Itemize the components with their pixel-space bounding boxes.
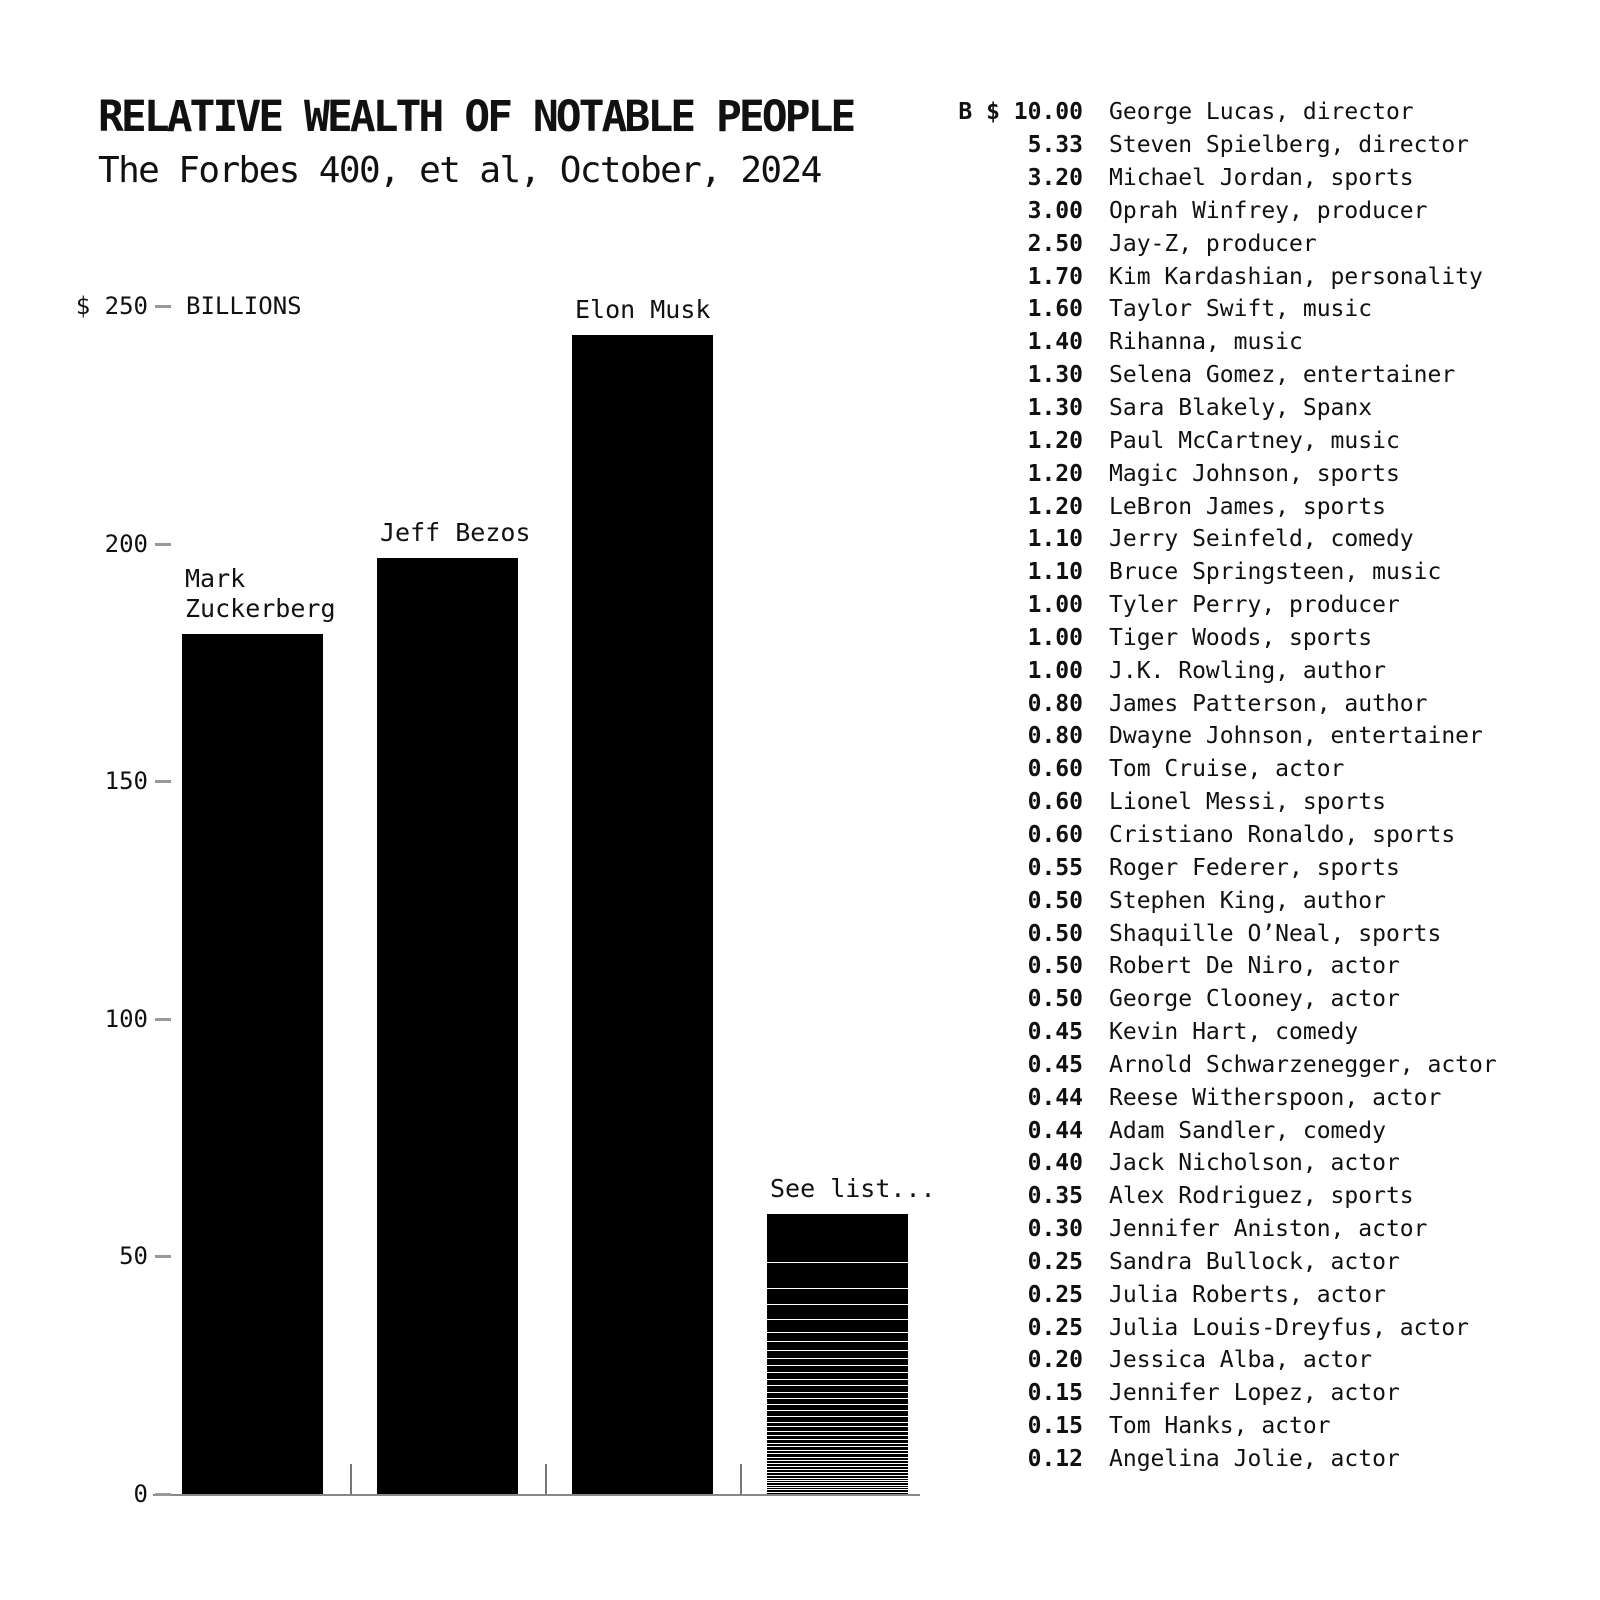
list-row [935,490,1497,523]
y-axis-tick-dash [155,1255,171,1258]
list-amount: 0.50 [1027,986,1083,1013]
y-axis-tick-dash [155,780,171,783]
list-person: Michael Jordan, sports [1109,165,1414,192]
list-amount: 3.00 [1027,197,1083,224]
y-axis-tick-label: 100 [104,1004,148,1033]
stacked-bar-segment [767,1411,908,1416]
list-amount: 1.60 [1027,296,1083,323]
list-amount: 2.50 [1027,230,1083,257]
list-amount: 0.45 [1027,1051,1083,1078]
list-amount: 0.50 [1027,920,1083,947]
list-amount: 1.10 [1027,559,1083,586]
y-axis-tick-label: 0 [133,1479,148,1508]
stacked-bar-segment [767,1488,908,1489]
list-row [935,1114,1497,1147]
stacked-bar-segment [767,1464,908,1466]
list-person: Sara Blakely, Spanx [1109,395,1373,422]
list-row [935,1377,1497,1410]
stacked-bar-segment [767,1440,908,1443]
stacked-bar-segment [767,1393,908,1398]
bar [572,335,713,1494]
list-person: Rihanna, music [1109,329,1303,356]
list-amount: 0.60 [1027,821,1083,848]
list-amount: 0.15 [1027,1380,1083,1407]
list-amount: 0.60 [1027,756,1083,783]
list-person: Lionel Messi, sports [1109,789,1386,816]
list-person: Alex Rodriguez, sports [1109,1183,1414,1210]
list-row [935,1311,1497,1344]
list-row [935,523,1497,556]
list-person: Tiger Woods, sports [1109,624,1373,651]
stacked-bar-segment [767,1454,908,1456]
list-amount: 3.20 [1027,165,1083,192]
list-person: Taylor Swift, music [1109,296,1373,323]
stacked-bar-segment [767,1467,908,1469]
list-amount: 1.30 [1027,395,1083,422]
stacked-bar-segment [767,1386,908,1392]
stacked-bar-segment [767,1476,908,1478]
list-row [935,1410,1497,1443]
list-person: Reese Witherspoon, actor [1109,1084,1442,1111]
list-amount: 0.50 [1027,887,1083,914]
list-amount: 0.55 [1027,854,1083,881]
wealth-list [935,96,1497,1475]
list-amount: 0.60 [1027,789,1083,816]
list-person: Jessica Alba, actor [1109,1347,1373,1374]
list-row [935,622,1497,655]
list-amount: B $ 10.00 [958,99,1083,126]
stacked-bar-segment [767,1333,908,1341]
stacked-bar-segment [767,1483,908,1484]
list-person: LeBron James, sports [1109,493,1386,520]
stacked-bar-segment [767,1490,908,1491]
list-amount: 0.35 [1027,1183,1083,1210]
list-person: Kevin Hart, comedy [1109,1019,1359,1046]
stacked-bar-segment [767,1405,908,1410]
list-person: Julia Louis-Dreyfus, actor [1109,1314,1470,1341]
list-person: Selena Gomez, entertainer [1109,362,1456,389]
list-amount: 0.44 [1027,1117,1083,1144]
bar-label-line: See list... [770,1174,936,1204]
list-row [935,556,1497,589]
stacked-bar-segment [767,1423,908,1427]
y-axis-tick-dash [155,305,171,308]
list-person: Arnold Schwarzenegger, actor [1109,1051,1497,1078]
list-amount: 1.40 [1027,329,1083,356]
list-row [935,129,1497,162]
list-row [935,1016,1497,1049]
stacked-bar-segment [767,1351,908,1358]
list-row [935,720,1497,753]
list-amount: 0.12 [1027,1446,1083,1473]
list-row [935,654,1497,687]
stacked-bar-segment [767,1481,908,1482]
list-row [935,195,1497,228]
list-person: Roger Federer, sports [1109,854,1400,881]
list-row [935,424,1497,457]
stacked-bar-segment [767,1473,908,1475]
stacked-bar-segment [767,1436,908,1439]
list-amount: 0.30 [1027,1216,1083,1243]
list-person: Magic Johnson, sports [1109,460,1400,487]
list-row [935,1278,1497,1311]
y-axis-tick-dash [155,1493,171,1496]
bar-label [185,564,336,624]
list-row [935,1213,1497,1246]
list-row [935,983,1497,1016]
list-person: Jerry Seinfeld, comedy [1109,526,1414,553]
y-axis-tick-dash [155,1018,171,1021]
list-row [935,293,1497,326]
bar-label-line: Mark [185,564,246,594]
list-row [935,162,1497,195]
list-amount: 0.80 [1027,723,1083,750]
bar-label-line: Elon Musk [575,295,711,324]
list-amount: 1.30 [1027,362,1083,389]
list-row [935,260,1497,293]
bar [377,558,518,1494]
list-person: Julia Roberts, actor [1109,1281,1386,1308]
list-person: Paul McCartney, music [1109,427,1400,454]
list-row [935,1246,1497,1279]
page-subtitle: The Forbes 400, et al, October, 2024 [98,150,821,191]
list-amount: 0.80 [1027,690,1083,717]
bar-label-line: Jeff Bezos [380,518,531,548]
list-row [935,1180,1497,1213]
stacked-bar-segment [767,1493,908,1494]
list-person: Sandra Bullock, actor [1109,1248,1400,1275]
stacked-bar-segment [767,1432,908,1435]
page-title: RELATIVE WEALTH OF NOTABLE PEOPLE [98,92,854,142]
list-row [935,950,1497,983]
list-person: Shaquille O’Neal, sports [1109,920,1442,947]
list-person: Tom Hanks, actor [1109,1413,1331,1440]
list-row [935,917,1497,950]
list-row [935,884,1497,917]
list-amount: 5.33 [1027,132,1083,159]
stacked-bar-segment [767,1427,908,1431]
stacked-bar-segment [767,1461,908,1463]
stacked-bar-segment [767,1486,908,1487]
stacked-bar-segment [767,1458,908,1460]
list-row [935,786,1497,819]
bar [182,634,323,1494]
stacked-bar-segment [767,1399,908,1404]
list-amount: 0.25 [1027,1314,1083,1341]
y-axis-tick-label: 150 [104,767,148,795]
list-row [935,589,1497,622]
stacked-bar-segment [767,1359,908,1365]
list-amount: 0.45 [1027,1019,1083,1046]
list-person: James Patterson, author [1109,690,1428,717]
list-amount: 1.70 [1027,263,1083,290]
list-amount: 0.15 [1027,1413,1083,1440]
list-person: Stephen King, author [1109,887,1386,914]
list-row [935,227,1497,260]
list-row [935,851,1497,884]
list-row [935,687,1497,720]
stacked-bar-segment [767,1491,908,1492]
list-row [935,1344,1497,1377]
list-person: Jennifer Aniston, actor [1109,1216,1428,1243]
list-amount: 1.10 [1027,526,1083,553]
list-person: Robert De Niro, actor [1109,953,1400,980]
list-amount: 0.25 [1027,1281,1083,1308]
list-person: Jack Nicholson, actor [1109,1150,1400,1177]
stacked-bar-segment [767,1451,908,1453]
list-person: Dwayne Johnson, entertainer [1109,723,1483,750]
list-amount: 1.00 [1027,657,1083,684]
list-amount: 1.20 [1027,493,1083,520]
stacked-bar-segment [767,1479,908,1480]
list-row [935,392,1497,425]
bar-label [770,1174,936,1204]
list-amount: 0.20 [1027,1347,1083,1374]
list-person: Tom Cruise, actor [1109,756,1345,783]
list-amount: 0.44 [1027,1084,1083,1111]
stacked-bar-segment [767,1342,908,1350]
stacked-bar-segment [767,1289,908,1304]
bar-label [575,295,710,325]
stacked-bar-segment [767,1305,908,1319]
stacked-bar-segment [767,1447,908,1449]
stacked-bar-segment [767,1263,908,1288]
list-row [935,1081,1497,1114]
stacked-bar-segment [767,1214,908,1262]
list-row [935,753,1497,786]
stacked-bar-segment [767,1417,908,1422]
list-person: Oprah Winfrey, producer [1109,197,1428,224]
list-person: Adam Sandler, comedy [1109,1117,1386,1144]
list-row [935,96,1497,129]
list-row [935,1443,1497,1476]
stacked-bar-segment [767,1444,908,1447]
list-person: Bruce Springsteen, music [1109,559,1442,586]
y-axis-tick-label: 50 [119,1242,148,1270]
bar-label-line: Zuckerberg [185,594,336,624]
x-axis-tick [545,1464,547,1494]
stacked-bar [767,1214,908,1495]
list-person: George Lucas, director [1109,99,1414,126]
list-row [935,819,1497,852]
list-person: Steven Spielberg, director [1109,132,1470,159]
list-row [935,1048,1497,1081]
list-amount: 1.00 [1027,624,1083,651]
list-row [935,457,1497,490]
list-amount: 0.40 [1027,1150,1083,1177]
list-amount: 1.20 [1027,427,1083,454]
list-amount: 1.20 [1027,460,1083,487]
list-amount: 0.50 [1027,953,1083,980]
list-person: George Clooney, actor [1109,986,1400,1013]
stacked-bar-segment [767,1470,908,1472]
list-person: Cristiano Ronaldo, sports [1109,821,1456,848]
list-person: Jay-Z, producer [1109,230,1317,257]
x-axis-tick [740,1464,742,1494]
list-row [935,326,1497,359]
stacked-bar-segment [767,1320,908,1332]
list-person: Jennifer Lopez, actor [1109,1380,1400,1407]
x-axis-tick [350,1464,352,1494]
stacked-bar-segment [767,1366,908,1372]
list-person: Angelina Jolie, actor [1109,1446,1400,1473]
stacked-bar-segment [767,1373,908,1379]
list-amount: 0.25 [1027,1248,1083,1275]
list-person: Kim Kardashian, personality [1109,263,1483,290]
y-axis-tick-label: $ 250 [75,292,148,320]
y-axis-tick-dash [155,543,171,546]
list-amount: 1.00 [1027,592,1083,619]
list-row [935,359,1497,392]
list-row [935,1147,1497,1180]
list-person: J.K. Rowling, author [1109,657,1386,684]
y-axis-unit-label: BILLIONS [186,292,302,320]
y-axis-tick-label: 200 [104,529,148,558]
list-person: Tyler Perry, producer [1109,592,1400,619]
stacked-bar-segment [767,1380,908,1386]
bar-label [380,518,531,548]
